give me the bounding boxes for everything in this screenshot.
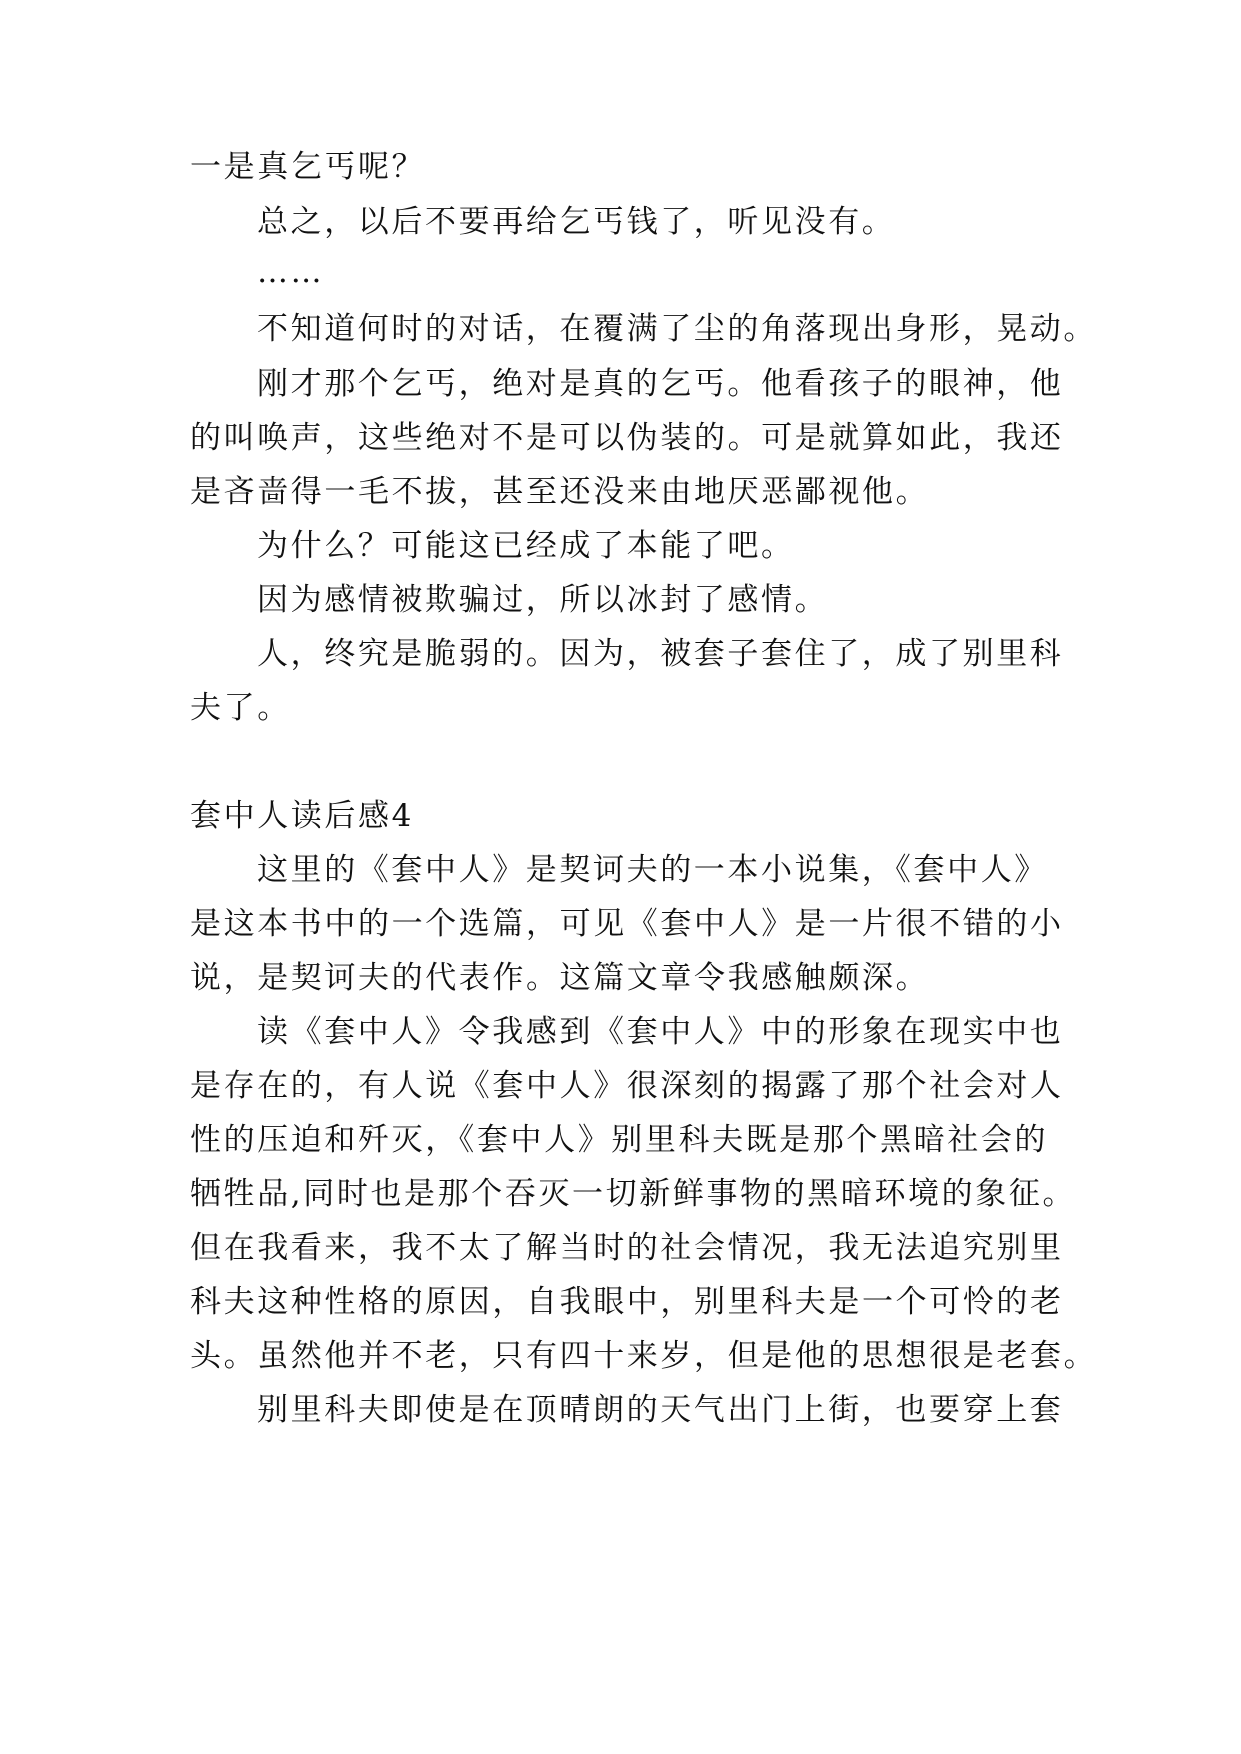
text-line: 科夫这种性格的原因，自我眼中，别里科夫是一个可怜的老 <box>190 1284 1064 1320</box>
text-line: 头。虽然他并不老，只有四十来岁，但是他的思想很是老套。 <box>190 1338 1098 1374</box>
text-line: 但在我看来，我不太了解当时的社会情况，我无法追究别里 <box>190 1230 1064 1266</box>
text-line: 人，终究是脆弱的。因为，被套子套住了，成了别里科 <box>257 636 1064 672</box>
text-line: 不知道何时的对话，在覆满了尘的角落现出身形，晃动。 <box>257 311 1097 347</box>
text-line: 这里的《套中人》是契诃夫的一本小说集，《套中人》 <box>257 852 1048 888</box>
text-line: 一是真乞丐呢？ <box>190 149 426 185</box>
text-line: 是这本书中的一个选篇，可见《套中人》是一片很不错的小 <box>190 906 1064 942</box>
text-line: …… <box>257 254 325 290</box>
text-line: 牺牲品,同时也是那个吞灭一切新鲜事物的黑暗环境的象征。 <box>190 1176 1077 1212</box>
text-line: 性的压迫和歼灭，《套中人》别里科夫既是那个黑暗社会的 <box>190 1122 1049 1158</box>
text-line: 的叫唤声，这些绝对不是可以伪装的。可是就算如此，我还 <box>190 420 1064 456</box>
text-line: 读《套中人》令我感到《套中人》中的形象在现实中也 <box>257 1014 1064 1050</box>
text-line: 刚才那个乞丐，绝对是真的乞丐。他看孩子的眼神，他 <box>257 366 1064 402</box>
text-line: 说，是契诃夫的代表作。这篇文章令我感触颇深。 <box>190 960 930 996</box>
text-line: 是吝啬得一毛不拔，甚至还没来由地厌恶鄙视他。 <box>190 474 930 510</box>
text-line: 因为感情被欺骗过，所以冰封了感情。 <box>257 582 829 618</box>
text-line: 夫了。 <box>190 690 291 726</box>
text-line: 总之，以后不要再给乞丐钱了，听见没有。 <box>257 204 896 240</box>
section-heading: 套中人读后感4 <box>190 798 414 834</box>
text-line: 是存在的，有人说《套中人》很深刻的揭露了那个社会对人 <box>190 1068 1064 1104</box>
text-line: 别里科夫即使是在顶晴朗的天气出门上街，也要穿上套 <box>257 1392 1064 1428</box>
text-line: 为什么？可能这已经成了本能了吧。 <box>257 528 795 564</box>
